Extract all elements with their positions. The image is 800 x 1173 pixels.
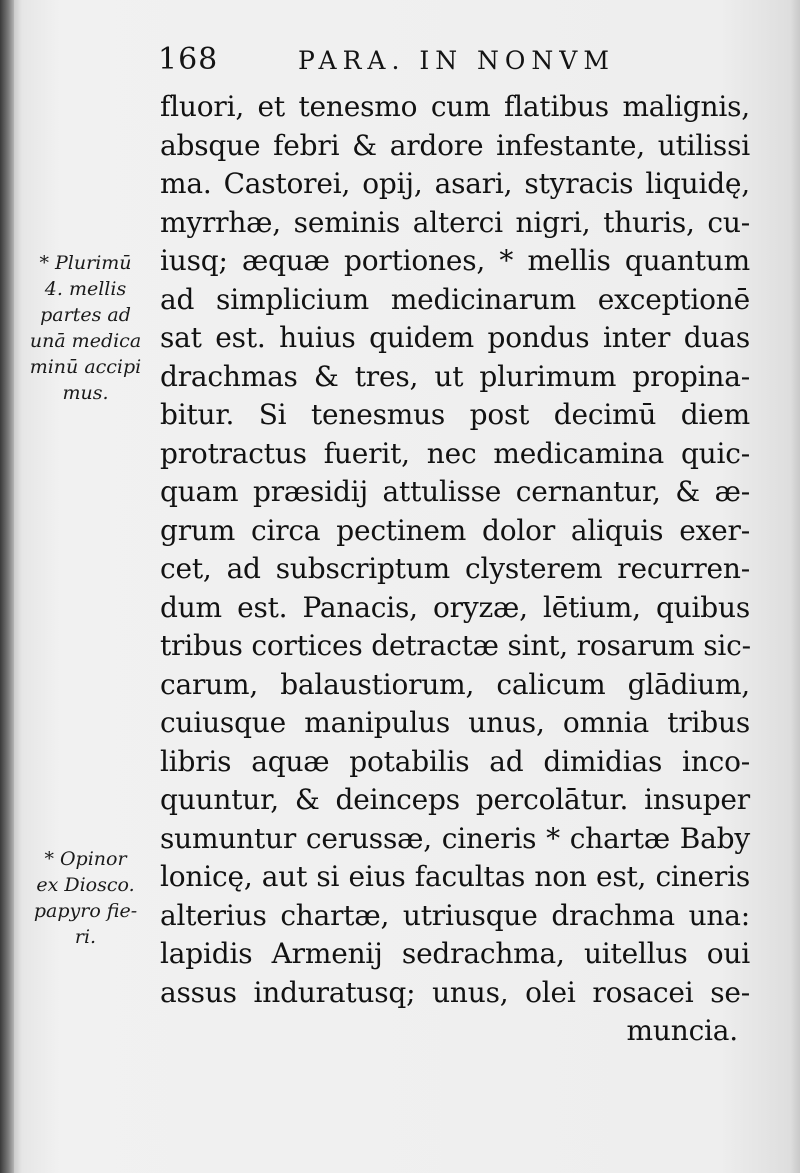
- margin-note-line: * Opinor: [44, 848, 127, 870]
- margin-note-opinor: [18, 846, 153, 950]
- text-line: protractus fuerit, nec medicamina quic-: [160, 436, 750, 470]
- margin-note-line: * Plurimū: [39, 252, 132, 274]
- running-head: [158, 42, 758, 82]
- text-line: libris aquæ potabilis ad dimidias inco-: [160, 744, 750, 778]
- margin-note-line: minū accipi: [29, 356, 142, 378]
- text-line: bitur. Si tenesmus post decimū diem: [160, 398, 750, 431]
- margin-note-line: mus.: [62, 382, 109, 404]
- text-line: tribus cortices detractæ sint, rosarum sic-: [160, 629, 751, 662]
- text-line: fluori, et tenesmo cum flatibus malignis,: [160, 90, 750, 123]
- text-line: muncia.: [626, 1014, 738, 1047]
- binding-gutter: [0, 0, 14, 1173]
- text-line: assus induratusq; unus, olei rosacei se-: [160, 975, 750, 1009]
- margin-note-line: ri.: [74, 926, 97, 948]
- text-line: myrrhæ, seminis alterci nigri, thuris, cu-: [160, 205, 750, 239]
- text-line: grum circa pectinem dolor aliquis exer-: [160, 513, 750, 547]
- main-text-block: [160, 88, 750, 1051]
- text-line: cet, ad subscriptum clysterem recurren-: [160, 552, 750, 585]
- margin-note-line: unā medica: [29, 330, 142, 352]
- margin-note-plurimum: [18, 250, 153, 406]
- text-line: lonicę, aut si eius facultas non est, cineris: [160, 860, 750, 893]
- text-line: dum est. Panacis, oryzæ, lētium, quibus: [160, 590, 750, 624]
- text-line: sumuntur cerussæ, cineris * chartæ Baby: [160, 821, 750, 855]
- running-title: PARA. IN NONVM: [298, 46, 615, 75]
- text-line: ad simplicium medicinarum exceptionē: [160, 282, 750, 316]
- show-through-ghost: [40, 570, 46, 591]
- text-line: absque febri & ardore infestante, utilissi: [160, 128, 750, 162]
- page-number: 168: [158, 42, 219, 77]
- margin-note-line: 4. mellis: [44, 278, 127, 300]
- margin-note-line: papyro fie-: [33, 900, 138, 922]
- margin-note-line: partes ad: [40, 304, 131, 326]
- text-line: carum, balaustiorum, calicum glādium,: [160, 667, 750, 701]
- text-line: sat est. huius quidem pondus inter duas: [160, 321, 750, 354]
- text-line: cuiusque manipulus unus, omnia tribus: [160, 706, 750, 739]
- text-line: drachmas & tres, ut plurimum propina-: [160, 359, 750, 393]
- margin-note-line: ex Diosco.: [36, 874, 135, 896]
- text-line: quam præsidij attulisse cernantur, & æ-: [160, 475, 750, 508]
- text-line: lapidis Armenij sedrachma, uitellus oui: [160, 937, 750, 970]
- text-line: alterius chartæ, utriusque drachma una:: [160, 898, 750, 932]
- text-line: quuntur, & deinceps percolātur. insuper: [160, 783, 750, 816]
- text-line: iusq; æquæ portiones, * mellis quantum: [160, 244, 750, 277]
- text-line: ma. Castorei, opij, asari, styracis liquidę,: [160, 167, 750, 200]
